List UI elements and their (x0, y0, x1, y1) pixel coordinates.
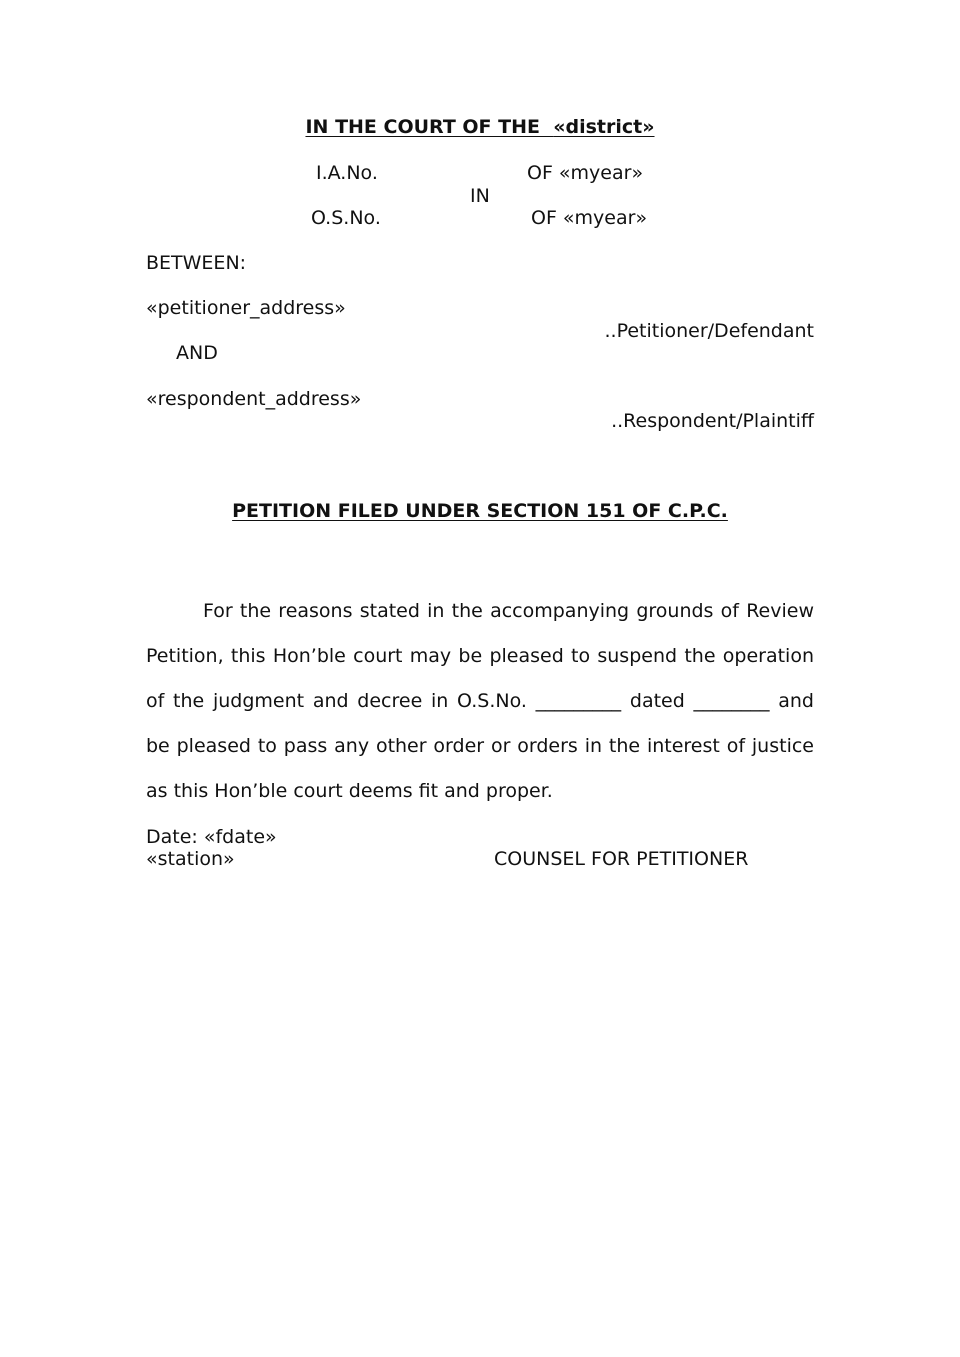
petitioner-address: «petitioner_address» (146, 297, 346, 319)
station-line: «station» (146, 848, 235, 870)
petitioner-role: ..Petitioner/Defendant (604, 320, 814, 342)
court-title-prefix: IN THE COURT OF THE (305, 116, 540, 138)
and-label: AND (176, 342, 218, 364)
os-number-label: O.S.No. (311, 207, 381, 229)
os-year: OF «myear» (531, 207, 648, 229)
between-label: BETWEEN: (146, 252, 247, 274)
respondent-address: «respondent_address» (146, 388, 362, 410)
court-title (0, 115, 960, 139)
ia-year: OF «myear» (527, 162, 644, 184)
counsel-signature: COUNSEL FOR PETITIONER (494, 848, 749, 870)
petition-body: For the reasons stated in the accompanying grounds of Review Petition, this Hon’ble court may be pleased to suspend the operation of the judgment and decree in O.S.No. _________ dated ________ and be pleased to pass any other order or orders in the interest of justice as this Hon’ble court deems fit and proper. (146, 600, 814, 802)
in-label: IN (470, 185, 490, 207)
date-line: Date: «fdate» (146, 826, 277, 848)
respondent-role: ..Respondent/Plaintiff (611, 410, 814, 432)
petition-heading: PETITION FILED UNDER SECTION 151 OF C.P.C. (232, 500, 728, 522)
ia-number-label: I.A.No. (316, 162, 378, 184)
court-title-district: «district» (553, 116, 655, 138)
